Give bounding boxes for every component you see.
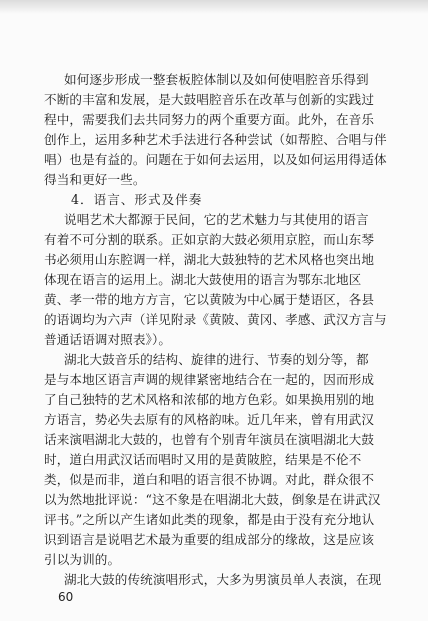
text-line: 方语言，势必失去原有的风格韵味。近几年来，曾有用武汉 bbox=[44, 412, 375, 427]
text-line: 湖北大鼓音乐的结构、旋律的进行、节奏的划分等，都 bbox=[64, 352, 369, 367]
text-line: 体现在语言的运用上。湖北大鼓使用的语言为鄂东北地区 bbox=[44, 272, 362, 287]
text-line: 了自己独特的艺术风格和浓郁的地方色彩。如果换用别的地 bbox=[44, 392, 375, 407]
page-number: 60 bbox=[58, 590, 74, 604]
text-line: 时，道白用武汉话而唱时又用的是黄陂腔，结果是不伦不 bbox=[44, 452, 362, 467]
text-line: 创作上，运用多种艺术手法进行各种尝试（如帮腔、合唱与伴 bbox=[44, 132, 387, 147]
text-line: 评书。”之所以产生诸如此类的现象，都是由于没有充分地认 bbox=[44, 512, 375, 527]
text-line: 唱）也是有益的。问题在于如何去运用，以及如何运用得适体 bbox=[44, 152, 387, 167]
text-line: 引以为训的。 bbox=[44, 552, 121, 567]
text-line: 以为然地批评说：“这不象是在唱湖北大鼓，倒象是在讲武汉 bbox=[44, 492, 381, 507]
text-line: 湖北大鼓的传统演唱形式，大多为男演员单人表演，在现 bbox=[64, 572, 382, 587]
section-heading: 4．语言、形式及伴奏 bbox=[71, 192, 203, 207]
text-line: 程中，需要我们去共同努力的两个重要方面。此外，在音乐 bbox=[44, 112, 375, 127]
text-line: 话来演唱湖北大鼓的，也曾有个别青年演员在演唱湖北大鼓 bbox=[44, 432, 375, 447]
text-line: 识到语言是说唱艺术最为重要的组成部分的缘故，这是应该 bbox=[44, 532, 375, 547]
text-line: 是与本地区语言声调的规律紧密地结合在一起的，因而形成 bbox=[44, 372, 375, 387]
text-line: 说唱艺术大都源于民间，它的艺术魅力与其使用的语言 bbox=[64, 212, 369, 227]
scan-shadow bbox=[0, 0, 428, 14]
text-line: 有着不可分割的联系。正如京韵大鼓必须用京腔，而山东琴 bbox=[44, 232, 375, 247]
text-line: 得当和更好一些。 bbox=[44, 172, 146, 187]
text-line: 黄、孝一带的地方方言，它以黄陂为中心属于楚语区，各县 bbox=[44, 292, 375, 307]
text-line: 如何逐步形成一整套板腔体制以及如何使唱腔音乐得到 bbox=[64, 72, 369, 87]
text-line: 书必须用山东腔调一样，湖北大鼓独特的艺术风格也突出地 bbox=[44, 252, 375, 267]
text-line: 的语调均为六声（详见附录《黄陂、黄冈、孝感、武汉方言与 bbox=[44, 312, 387, 327]
text-line: 普通话语调对照表》）。 bbox=[44, 332, 172, 347]
text-line: 不断的丰富和发展，是大鼓唱腔音乐在改革与创新的实践过 bbox=[44, 92, 375, 107]
text-line: 类，似是而非，道白和唱的语言很不协调。对此，群众很不 bbox=[44, 472, 375, 487]
